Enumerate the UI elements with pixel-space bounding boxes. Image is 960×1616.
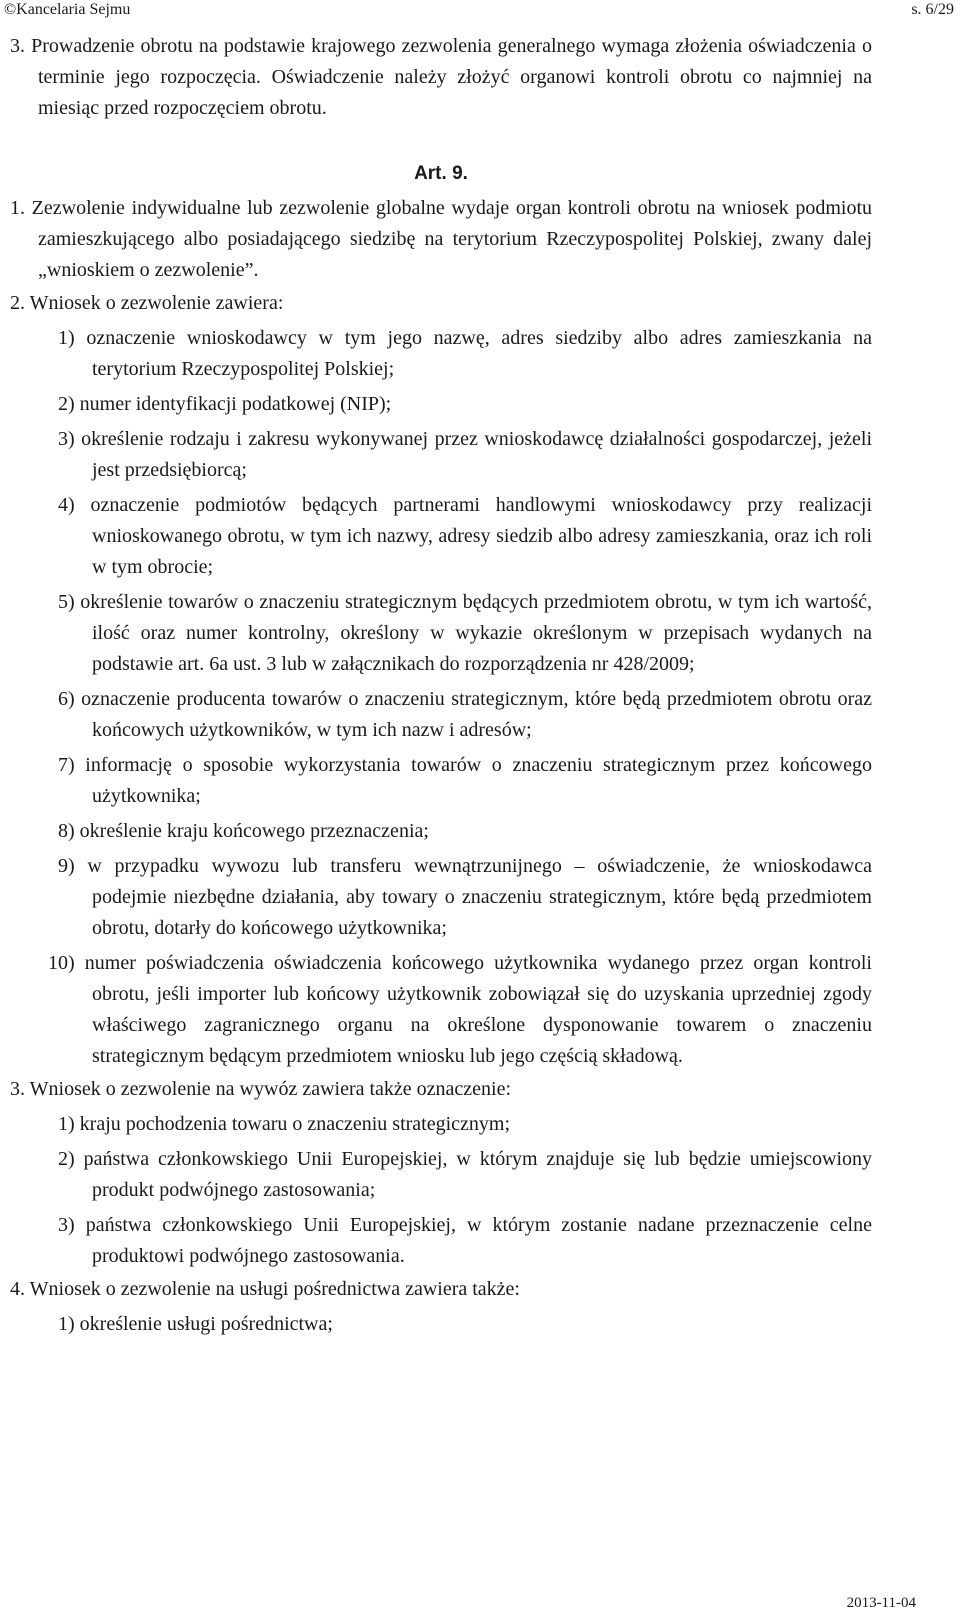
document-body [10, 31, 872, 1340]
list-item: 9) w przypadku wywozu lub transferu wewnątrzunijnego – oświadczenie, że wnioskodawca podejmie niezbędne działania, aby towary o znaczeniu strategicznym, które będą przedmiotem obrotu, dotarły do końcowego użytkownika; [58, 855, 872, 939]
list-item: 7) informację o sposobie wykorzystania towarów o znaczeniu strategicznym przez końcowego użytkownika; [58, 754, 872, 807]
list-item: 1) kraju pochodzenia towaru o znaczeniu strategicznym; [58, 1113, 511, 1135]
list-item: 5) określenie towarów o znaczeniu strategicznym będących przedmiotem obrotu, w tym ich wartość, ilość oraz numer kontrolny, określony w wykazie określonym w przepisach wydanych na podstawie art. 6a ust. 3 lub w załącznikach do rozporządzenia nr 428/2009; [58, 591, 872, 675]
paragraph-3: 3. Wniosek o zezwolenie na wywóz zawiera także oznaczenie: [10, 1078, 512, 1100]
page-number: s. 6/29 [911, 1, 954, 18]
list-item: 2) państwa członkowskiego Unii Europejskiej, w którym znajduje się lub będzie umiejscowiony produkt podwójnego zastosowania; [58, 1148, 872, 1201]
article-title: Art. 9. [414, 163, 468, 184]
list-item: 1) oznaczenie wnioskodawcy w tym jego nazwę, adres siedziby albo adres zamieszkania na terytorium Rzeczypospolitej Polskiej; [58, 327, 872, 380]
paragraph-1: 1. Zezwolenie indywidualne lub zezwolenie globalne wydaje organ kontroli obrotu na wniosek podmiotu zamieszkującego albo posiadającego siedzibę na terytorium Rzeczypospolitej Polskiej, zwany dalej „wnioskiem o zezwolenie”. [10, 197, 872, 281]
paragraph-3-intro: 3. Prowadzenie obrotu na podstawie krajowego zezwolenia generalnego wymaga złożenia oświadczenia o terminie jego rozpoczęcia. Oświadczenie należy złożyć organowi kontroli obrotu co najmniej na miesiąc przed rozpoczęciem obrotu. [10, 35, 872, 119]
paragraph-4: 4. Wniosek o zezwolenie na usługi pośrednictwa zawiera także: [10, 1278, 520, 1300]
copyright-notice: ©Kancelaria Sejmu [4, 1, 131, 18]
list-item: 6) oznaczenie producenta towarów o znaczeniu strategicznym, które będą przedmiotem obrotu oraz końcowych użytkowników, w tym ich nazw i adresów; [58, 688, 872, 741]
list-item: 1) określenie usługi pośrednictwa; [58, 1313, 333, 1335]
list-item: 8) określenie kraju końcowego przeznaczenia; [58, 820, 429, 842]
document-date: 2013-11-04 [846, 1595, 916, 1611]
list-item: 3) państwa członkowskiego Unii Europejskiej, w którym zostanie nadane przeznaczenie celne produktowi podwójnego zastosowania. [58, 1214, 872, 1267]
list-item: 10) numer poświadczenia oświadczenia końcowego użytkownika wydanego przez organ kontroli obrotu, jeśli importer lub końcowy użytkownik zobowiązał się do uzyskania uprzedniej zgody właściwego zagranicznego organu na określone dysponowanie towarem o znaczeniu strategicznym będącym przedmiotem wniosku lub jego częścią składową. [48, 952, 872, 1067]
list-item: 3) określenie rodzaju i zakresu wykonywanej przez wnioskodawcę działalności gospodarczej, jeżeli jest przedsiębiorcą; [58, 428, 872, 481]
list-item: 4) oznaczenie podmiotów będących partnerami handlowymi wnioskodawcy przy realizacji wnioskowanego obrotu, w tym ich nazwy, adresy siedzib albo adresy zamieszkania, oraz ich roli w tym obrocie; [58, 494, 872, 578]
paragraph-2: 2. Wniosek o zezwolenie zawiera: [10, 292, 284, 314]
list-item: 2) numer identyfikacji podatkowej (NIP); [58, 393, 392, 415]
